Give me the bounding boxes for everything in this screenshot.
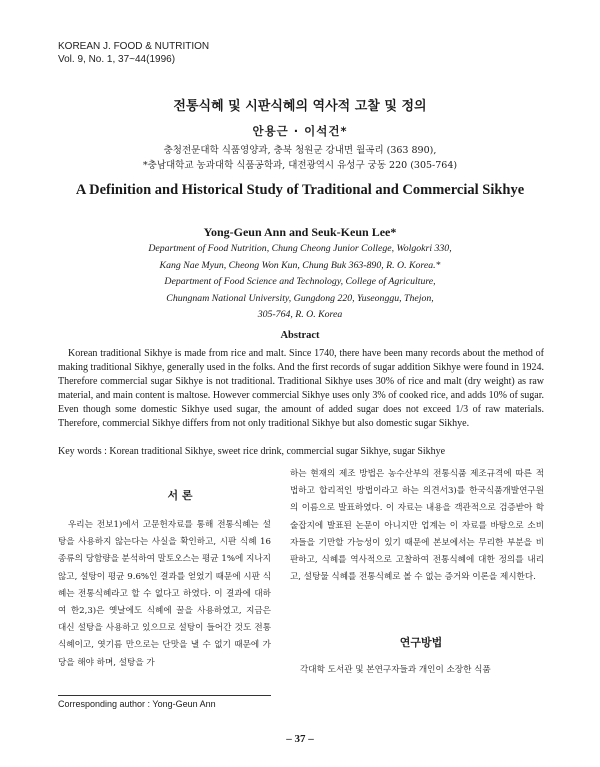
journal-volume: Vol. 9, No. 1, 37~44(1996): [58, 54, 176, 65]
authors-korean: 안용근 · 이석건*: [252, 124, 348, 138]
section-heading-methods: 연구방법: [399, 636, 443, 649]
paragraph: 하는 현재의 제조 방법은 농수산부의 전통식품 제조규격에 따른 적법하고 합리적인 방법이라고 하는 의견서3)를 한국식품개발연구원의 이름으로 발표하였다. 이 자료는 내용을 객관적으로 검증받아 학술잡지에 발표된 논문이 아니지만 업계는 이 자료를 바탕으로 소비자들을 기만할 가능성이 있기 때문에 본보에서는 무리한 부분을 비판하고, 식혜를 역사적으로 고찰하여 전통식혜에 대한 정의를 내리고, 설탕물 식혜를 전통식혜로 볼 수 없는 증거와 이론을 제시한다.: [290, 469, 544, 583]
abstract-heading: Abstract: [280, 330, 320, 341]
journal-header: [58, 40, 209, 66]
introduction-right-column: [290, 466, 544, 586]
title-english: A Definition and Historical Study of Traditional and Commercial Sikhye: [75, 182, 525, 198]
affiliation-english-line: Department of Food Nutrition, Chung Cheong Junior College, Wolgokri 330,: [148, 243, 452, 254]
abstract-text: Korean traditional Sikhye is made from rice and malt. Since 1740, there have been many records about the method of making traditional Sikhye, generally used in the folks. And the first records of sugar addition Sikhye were found in 1924. Therefore commercial sugar Sikhye is not traditional. Traditional Sikhye uses 30% of rice and malt (dry weight) as raw material, and main content is maltose. However commercial Sikhye uses only 3% of cooked rice, and adds 10% of sugar. Even though some domestic Sikhye used sugar, the amount of added sugar does not exceed 1/3 of raw materials. Therefore, commercial Sikhye differs from not only traditional Sikhye but also domestic sugar Sikhye.: [58, 348, 544, 430]
footnote-corresponding-author: Corresponding author : Yong-Geun Ann: [58, 699, 216, 709]
affiliation-english-line: Department of Food Science and Technology, College of Agriculture,: [164, 276, 436, 287]
section-heading-introduction: 서 론: [167, 489, 193, 502]
footnote-divider: [58, 695, 271, 696]
affiliation-korean-2: *충남대학교 농과대학 식품공학과, 대전광역시 유성구 궁동 220 (305-764): [142, 160, 458, 171]
affiliation-english-line: 305-764, R. O. Korea: [257, 309, 343, 320]
affiliations-english: [0, 241, 600, 324]
keywords: Key words : Korean traditional Sikhye, sweet rice drink, commercial sugar Sikhye, sugar Sikhye: [58, 446, 446, 457]
authors-english: Yong-Geun Ann and Seuk-Keun Lee*: [203, 225, 397, 239]
title-korean: 전통식혜 및 시판식혜의 역사적 고찰 및 정의: [173, 99, 427, 114]
paragraph: 각대학 도서관 및 본연구자들과 개인이 소장한 식품: [300, 665, 491, 675]
journal-name: KOREAN J. FOOD & NUTRITION: [58, 41, 210, 52]
methods-text: [290, 662, 544, 679]
affiliation-korean-1: 충청전문대학 식품영양과, 충북 청원군 강내면 월곡리 (363 890),: [163, 145, 437, 156]
affiliation-english-line: Chungnam National University, Gungdong 220, Yuseonggu, Thejon,: [166, 292, 434, 304]
page-number: – 37 –: [286, 733, 314, 745]
paragraph: 우리는 전보1)에서 고문헌자료를 통해 전통식혜는 설탕을 사용하지 않는다는 사실을 확인하고, 시판 식혜 16 종류의 당함량을 분석하여 말토오스는 평균 1%에 지나지 않고, 설탕이 평균 9.6%인 결과를 얻었기 때문에 시판 식혜는 전통식혜라고 할 수 없다고 하였다. 이 결과에 대하여 한2,3)은 옛날에도 식혜에 꿀을 사용하였고, 지금은 대신 설탕을 사용하고 있으므로 설탕이 들어간 것도 전통식혜이고, 엿기름 만으로는 단맛을 낼 수 없기 때문에 가당을 해야 하며, 설탕을 가: [58, 520, 271, 668]
affiliation-english-line: Kang Nae Myun, Cheong Won Kun, Chung Buk 363-890, R. O. Korea.*: [159, 259, 441, 271]
introduction-left-column: [58, 517, 271, 672]
